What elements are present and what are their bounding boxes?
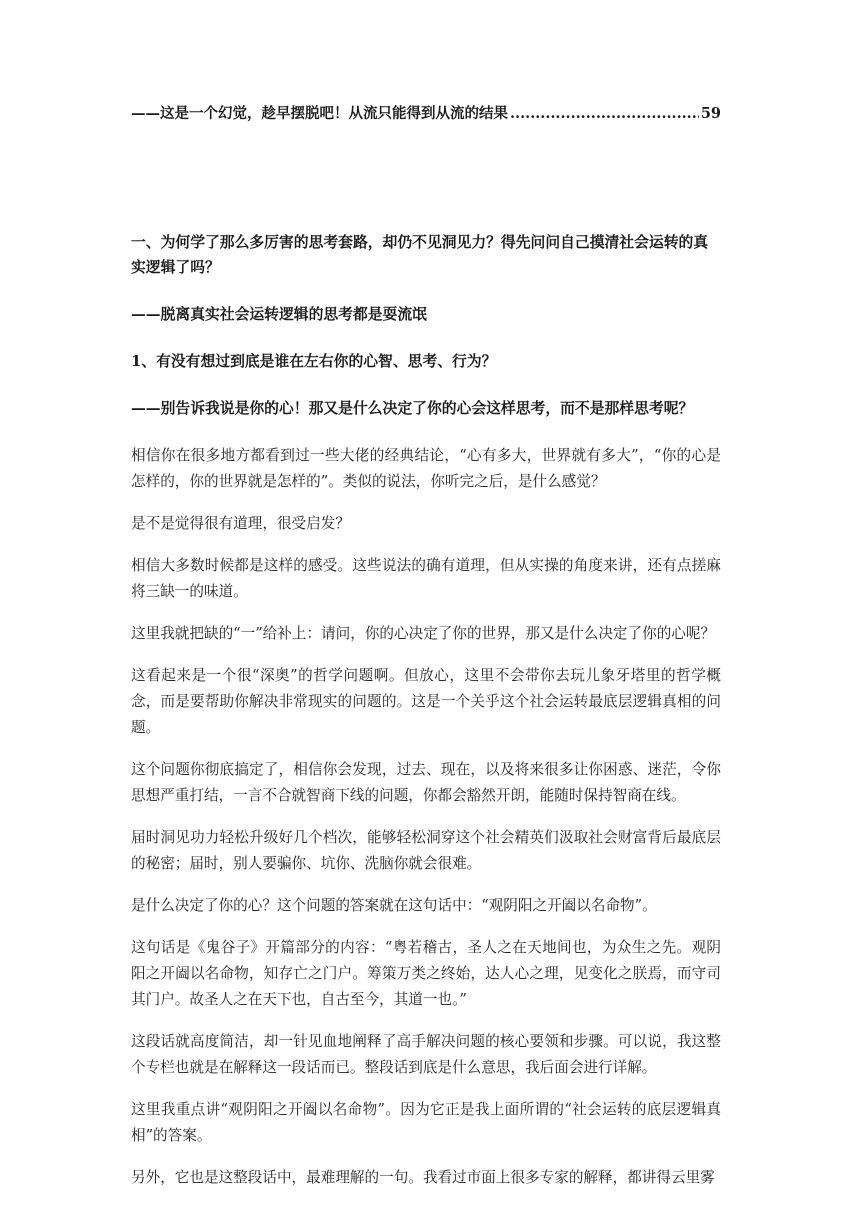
body-paragraph: 这句话是《鬼谷子》开篇部分的内容：“粤若稽古，圣人之在天地间也，为众生之先。观阴阳之开阖以名命物，知存亡之门户。筹策万类之终始，达人心之理，见变化之朕焉，而守司其门户。故圣人之在天下也，自古至今，其道一也。” — [131, 939, 721, 1008]
question-heading: 1、有没有想过到底是谁在左右你的心智、思考、行为？ — [131, 353, 497, 370]
section-subtitle: ——脱离真实社会运转逻辑的思考都是耍流氓 — [131, 306, 427, 323]
section-title: 一、为何学了那么多厉害的思考套路，却仍不见洞见力？得先问问自己摸清社会运转的真实逻辑了吗？ — [131, 234, 709, 276]
section-content — [131, 230, 721, 1207]
toc-leader-dots — [510, 103, 699, 125]
body-paragraph: 是不是觉得很有道理，很受启发？ — [131, 515, 350, 532]
toc-page-number: 59 — [700, 105, 721, 122]
body-paragraph: 相信大多数时候都是这样的感受。这些说法的确有道理，但从实操的角度来讲，还有点搓麻将三缺一的味道。 — [131, 557, 721, 600]
body-paragraph: 届时洞见功力轻松升级好几个档次，能够轻松洞穿这个社会精英们汲取社会财富背后最底层的秘密；届时，别人要骗你、坑你、洗脑你就会很难。 — [131, 829, 721, 872]
body-paragraph: 这里我重点讲“观阴阳之开阖以名命物”。因为它正是我上面所谓的“社会运转的底层逻辑真相”的答案。 — [131, 1101, 721, 1144]
question-subheading: ——别告诉我说是你的心！那又是什么决定了你的心会这样思考，而不是那样思考呢？ — [131, 400, 694, 417]
toc-entry-text: ——这是一个幻觉，趁早摆脱吧！从流只能得到从流的结果 — [131, 105, 508, 122]
body-paragraph: 是什么决定了你的心？这个问题的答案就在这句话中：“观阴阳之开阖以名命物”。 — [131, 897, 657, 914]
body-paragraph: 这里我就把缺的“一”给补上：请问，你的心决定了你的世界，那又是什么决定了你的心呢？ — [131, 625, 716, 642]
body-paragraph: 相信你在很多地方都看到过一些大佬的经典结论，“心有多大，世界就有多大”，“你的心是怎样的，你的世界就是怎样的”。类似的说法，你听完之后，是什么感觉？ — [131, 447, 721, 490]
toc-entry[interactable] — [131, 103, 721, 125]
body-paragraph: 这个问题你彻底搞定了，相信你会发现，过去、现在，以及将来很多让你困惑、迷茫，令你思想严重打结，一言不合就智商下线的问题，你都会豁然开朗，能随时保持智商在线。 — [131, 761, 721, 804]
body-paragraph: 这段话就高度简洁，却一针见血地阐释了高手解决问题的核心要领和步骤。可以说，我这整个专栏也就是在解释这一段话而已。整段话到底是什么意思，我后面会进行详解。 — [131, 1033, 721, 1076]
body-paragraph: 另外，它也是这整段话中，最难理解的一句。我看过市面上很多专家的解释，都讲得云里雾 — [131, 1169, 715, 1186]
body-paragraph: 这看起来是一个很“深奥”的哲学问题啊。但放心，这里不会带你去玩儿象牙塔里的哲学概念，而是要帮助你解决非常现实的问题的。这是一个关乎这个社会运转最底层逻辑真相的问题。 — [131, 667, 721, 736]
